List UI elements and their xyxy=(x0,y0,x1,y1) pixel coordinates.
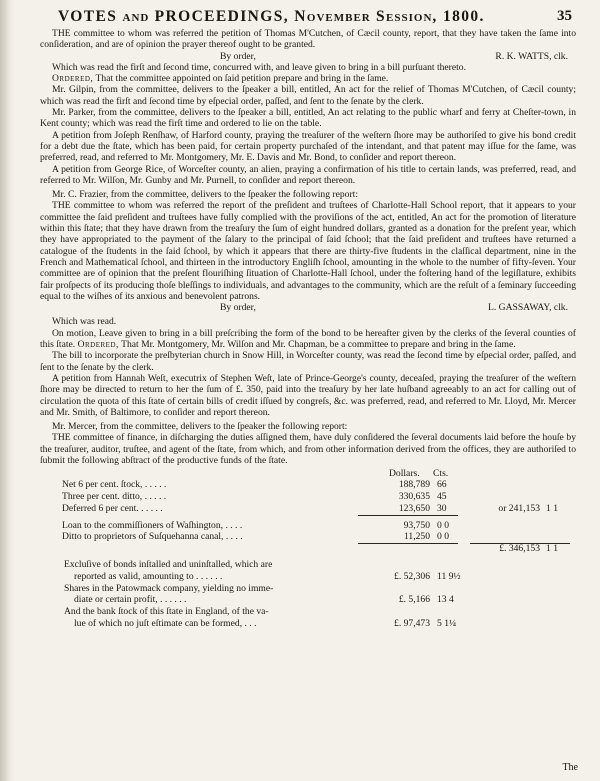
paragraph: A petition from Hannah Weſt, executrix of Stephen Weſt, late of Prince-George's county, deceaſed, praying the treaſurer of the weſtern ſhore may be directed to return to her the ſum of £. 350, paid into the treaſury by her late huſband agreeably to an act for calling out of circulation the quota of this ſtate of certain bills of credit iſſued by congreſs, &c. was preferred, read, and referred to Mr. Lloyd, Mr. Mercer and Mr. Smith, of Baltimore, to conſider and report thereon. xyxy=(40,372,576,418)
row-subtotal: or 241,153 xyxy=(498,502,540,514)
title-word: NOVEMBER xyxy=(294,8,371,25)
paragraph: Mr. Gilpin, from the committee, delivers to the ſpeaker a bill, entitled, An act for the relief of Thomas M'Cutchen, of Cæcil county; which was read the firſt and ſecond time by eſpecial order, paſſed, and ſent to the ſenate by the clerk. xyxy=(40,84,576,107)
grand-total-tail: 1 1 xyxy=(546,543,558,555)
table-row xyxy=(40,543,576,555)
paragraph: The bill to incorporate the preſbyterian church in Snow Hill, in Worceſter county, was read the ſecond time by eſpecial order, paſſed, and ſent to the ſenate by the clerk. xyxy=(40,350,576,373)
grand-total: £. 346,153 xyxy=(499,543,540,555)
row-dollars: 330,635 xyxy=(398,491,430,503)
table-column-headers xyxy=(40,468,576,479)
row-tail: 13 4 xyxy=(437,594,454,606)
row-label: diate or certain profit, . . . . . . xyxy=(74,594,187,606)
running-header xyxy=(40,6,576,28)
sum-rule xyxy=(358,515,458,516)
row-value: £. 97,473 xyxy=(394,618,430,630)
paragraph: Mr. Parker, from the committee, delivers to the ſpeaker a bill, entitled, An act relating to the public wharf and ferry at Cheſter-town, in Kent county; which was read the firſt time and ordered to lie on the table. xyxy=(40,107,576,130)
table-row xyxy=(40,531,576,543)
row-value: £. 5,166 xyxy=(398,594,430,606)
scan-binding-shadow xyxy=(0,0,14,781)
row-label: lue of which no juſt eſtimate can be formed, . . . xyxy=(74,618,257,630)
row-value: £. 52,306 xyxy=(394,570,430,582)
paragraph: A petition from Joſeph Renſhaw, of Harford county, praying the treaſurer of the weſtern ſhore may be authoriſed to give his bond credit for a debt due the ſtate, which has been paid, for certain property purchaſed of the intendant, and that patent may iſſue for the ſame, was preferred, read, and referred to Mr. Montgomery, Mr. E. Davis and Mr. Bond, to conſider and report thereon. xyxy=(40,129,576,164)
signature-clerk: R. K. WATTS, clk. xyxy=(495,50,568,62)
catchword: The xyxy=(562,762,578,773)
table-row xyxy=(40,503,576,515)
row-label: Deferred 6 per cent. . . . . . xyxy=(62,502,163,514)
row-label: And the bank ſtock of this ſtate in England, of the va- xyxy=(64,606,269,618)
ordered-lead: Ordered, xyxy=(77,339,119,351)
table-row xyxy=(40,479,576,491)
signature-line xyxy=(40,302,576,313)
title-word: AND xyxy=(122,12,150,24)
table-row xyxy=(40,491,576,503)
row-cents: 30 xyxy=(437,502,447,514)
signature-by-order: By order, xyxy=(220,302,256,314)
page-number: 35 xyxy=(557,8,572,24)
title-word: PROCEEDINGS, xyxy=(154,8,290,25)
row-label: Three per cent. ditto, . . . . . xyxy=(62,491,167,503)
table-row xyxy=(40,559,576,571)
document-body xyxy=(40,28,576,466)
title-word: VOTES xyxy=(58,8,118,25)
row-dollars: 123,650 xyxy=(398,502,430,514)
table-row xyxy=(40,606,576,618)
row-dollars: 188,789 xyxy=(398,479,430,491)
paragraph: Mr. C. Frazier, from the committee, delivers to the ſpeaker the following report: xyxy=(52,189,358,201)
row-tail: 11 9½ xyxy=(437,570,461,582)
row-label: Excluſive of bonds inſtalled and uninſtalled, which are xyxy=(64,559,273,571)
row-label: Net 6 per cent. ſtock, . . . . . xyxy=(62,479,167,491)
paragraph: Which was read. xyxy=(52,316,117,328)
row-cents: 0 0 xyxy=(437,519,449,531)
row-label: Ditto to proprietors of Suſquehanna canal, . . . . xyxy=(62,531,243,543)
col-dollars-header: Dollars. xyxy=(389,468,420,480)
row-tail: 5 1¼ xyxy=(437,618,457,630)
table-row xyxy=(40,594,576,606)
signature-clerk: L. GASSAWAY, clk. xyxy=(488,302,568,314)
paragraph: A petition from George Rice, of Worceſter county, an alien, praying a confirmation of his title to certain lands, was preferred, read, and referred to Mr. Wilſon, Mr. Gunby and Mr. Purnell, to conſider and report thereon. xyxy=(40,163,576,186)
paragraph: On motion, Leave given to bring in a bill preſcribing the form of the bond to be hereafter given by the clerks of the ſeveral counties of this ſtate. Ordered, That Mr. Montgomery, Mr. Wilſon and Mr. Chapman, be a committee to prepare and bring in the ſame. xyxy=(40,327,576,351)
col-cents-header: Cts. xyxy=(433,468,449,480)
paragraph: Mr. Mercer, from the committee, delivers to the ſpeaker the following report: xyxy=(52,421,348,433)
paragraph: Ordered, That the committee appointed on ſaid petition prepare and bring in the ſame. xyxy=(52,73,389,85)
ordered-lead: Ordered, xyxy=(52,73,94,85)
row-label: Loan to the commiſſioners of Waſhington, . . . . xyxy=(62,519,243,531)
row-dollars: 93,750 xyxy=(403,519,430,531)
title-word: SESSION, 1800. xyxy=(376,8,485,25)
row-dollars: 11,250 xyxy=(403,531,430,543)
table-row xyxy=(40,571,576,583)
row-label: reported as valid, amounting to . . . . . . xyxy=(74,570,223,582)
finance-abstract-table xyxy=(40,468,576,630)
running-title xyxy=(58,8,485,26)
row-label: Shares in the Patowmack company, yielding no imme- xyxy=(64,582,274,594)
paragraph: THE committee to whom was referred the report of the preſident and truſtees of Charlotte-Hall School report, that it appears to your committee the ſaid preſident and truſtees have fully complied with the proviſions of the act, entitled, An act for the promotion of literature within this ſtate; that they have drawn from the treaſury the ſum of eight hundred dollars, granted as a donation for the preſent year, which they have appropriated to the payment of the ſalary to the principal of ſaid ſchool; that the ſaid preſident and truſtees have returned a catalogue of the ſtudents in the ſaid ſchool, by which it appears that there are thirty-five ſtudents in the claſſical department, nine in the French and Mathematical ſchool, and thirteen in the introductory Engliſh ſchool, amounting in the whole to the number of fifty-ſeven. Your committee are of opinion that the preſent flouriſhing ſituation of Charlotte-Hall ſchool, under the foſtering hand of the legiſlature, exhibits fair proſpects of its producing thoſe bleſſings to individuals, and advantages to the community, which are the reſult of a ſeminary ſucceeding equal to the wiſhes of its anxious and benevolent patrons. xyxy=(40,200,576,302)
paragraph: THE committee to whom was referred the petition of Thomas M'Cutchen, of Cæcil county, report, that they have taken the ſame into conſideration, and are of opinion the prayer thereof ought to be granted. xyxy=(40,28,576,51)
paragraph: Which was read the firſt and ſecond time, concurred with, and leave given to bring in a bill purſuant thereto. xyxy=(52,61,466,73)
signature-line xyxy=(40,51,576,62)
paragraph: THE committee of finance, in diſcharging the duties aſſigned them, have duly conſidered the ſeveral documents laid before the houſe by the treaſurer, auditor, truſtee, and agent of the ſtate, from which, and from other information derived from the offices, they are authoriſed to ſubmit the following abſtract of the productive funds of the ſtate. xyxy=(40,432,576,466)
table-row xyxy=(40,520,576,532)
row-cents: 66 xyxy=(437,479,447,491)
table-row xyxy=(40,583,576,595)
row-subtotal-tail: 1 1 xyxy=(546,502,558,514)
row-cents: 0 0 xyxy=(437,531,449,543)
row-cents: 45 xyxy=(437,491,447,503)
signature-by-order: By order, xyxy=(220,50,256,62)
table-row xyxy=(40,618,576,630)
